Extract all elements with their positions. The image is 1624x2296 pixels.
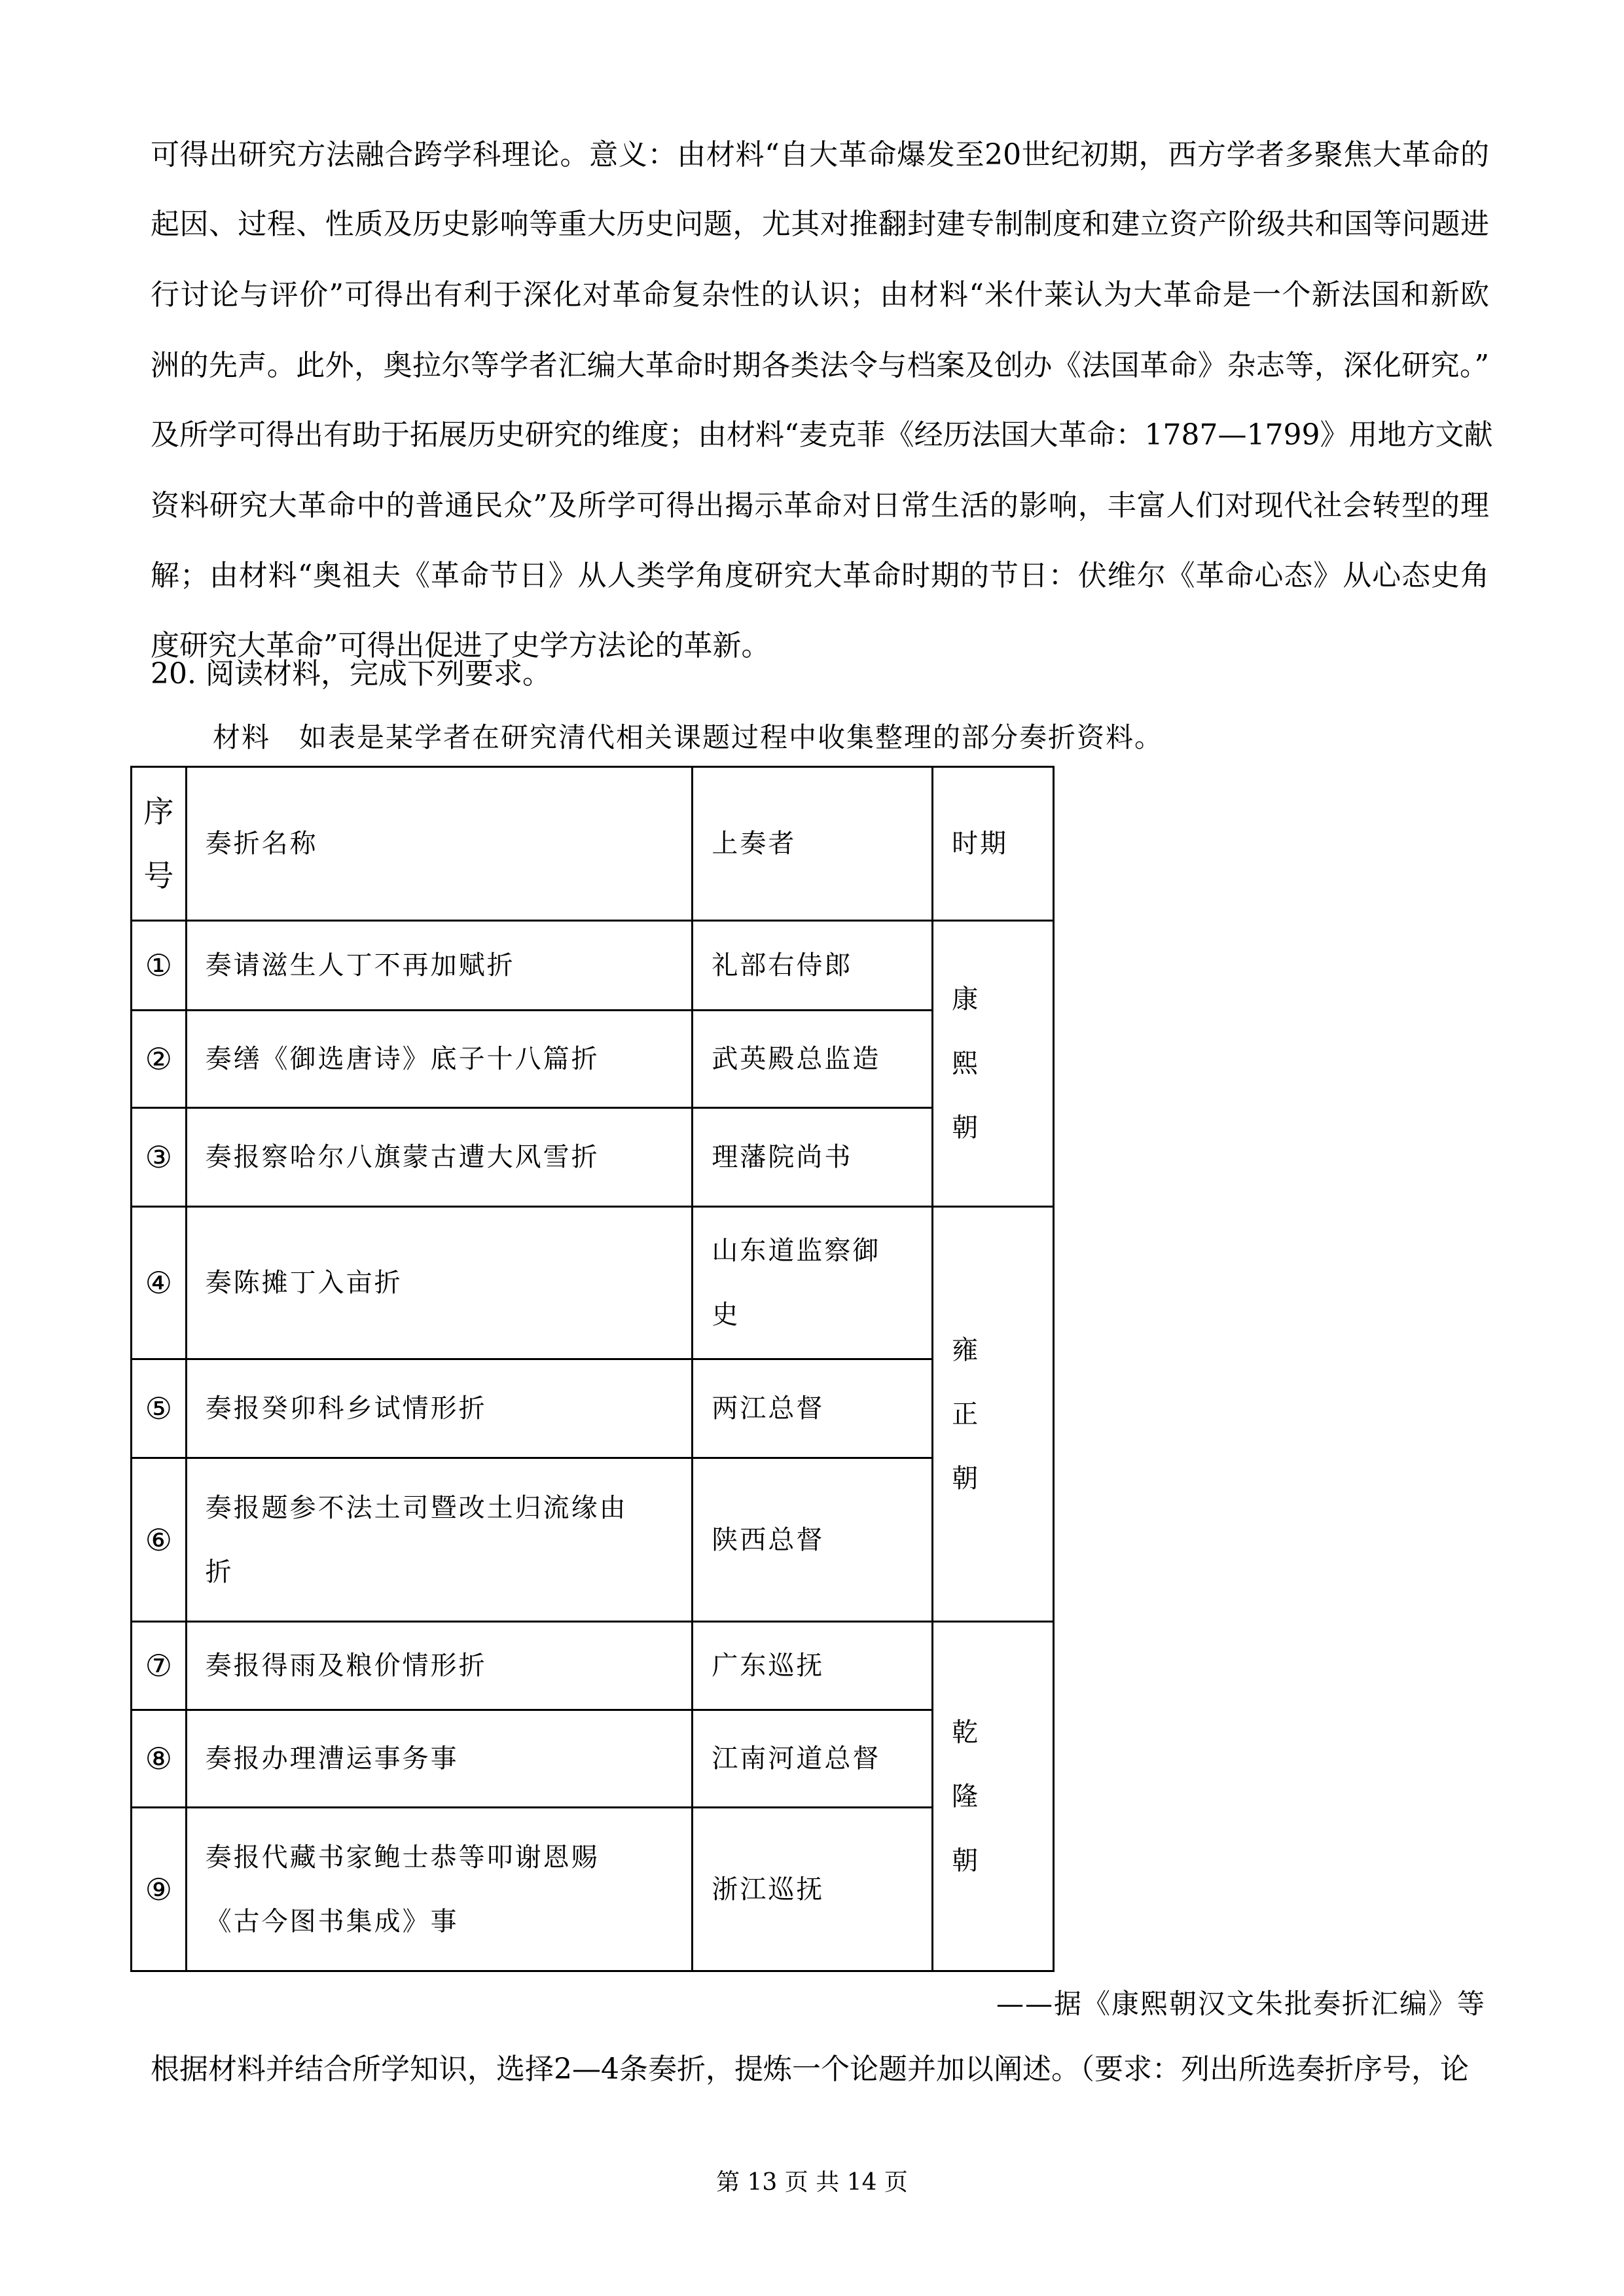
row-name-text: 奏报代藏书家鲍士恭等叩谢恩赐《古今图书集成》事 [205, 1842, 600, 1937]
row-no: ④ [132, 1207, 187, 1359]
table-row [132, 1808, 1054, 1971]
row-author-text: 山东道监察御史 [712, 1236, 881, 1330]
row-no: ⑨ [132, 1808, 187, 1971]
period-cell [933, 1207, 1054, 1622]
period-kangxi: 康熙朝 [952, 984, 981, 1143]
table-row [132, 1710, 1054, 1808]
page-footer: 第 13 页 共 14 页 [716, 2169, 908, 2196]
row-author: 两江总督 [693, 1359, 933, 1458]
source-citation: ——据《康熙朝汉文朱批奏折汇编》等 [996, 1988, 1486, 2020]
table-row [132, 1458, 1054, 1622]
row-name: 奏报得雨及粮价情形折 [186, 1622, 693, 1710]
row-name: 奏缮《御选唐诗》底子十八篇折 [186, 1011, 693, 1108]
header-no [132, 767, 187, 921]
row-name: 奏请滋生人丁不再加赋折 [186, 921, 693, 1011]
paragraph-line: 起因、过程、性质及历史影响等重大历史问题，尤其对推翻封建专制制度和建立资产阶级共和国等问题进 [151, 207, 1489, 241]
row-author: 礼部右侍郎 [693, 921, 933, 1011]
row-no: ⑥ [132, 1458, 187, 1622]
row-author: 理藩院尚书 [693, 1108, 933, 1207]
period-cell [933, 1622, 1054, 1971]
table-row [132, 1207, 1054, 1359]
row-author: 广东巡抚 [693, 1622, 933, 1710]
paragraph-line: 解；由材料“奥祖夫《革命节日》从人类学角度研究大革命时期的节日：伏维尔《革命心态》从心态史角 [151, 559, 1489, 592]
header-author: 上奏者 [693, 767, 933, 921]
table-row [132, 1359, 1054, 1458]
header-period: 时期 [933, 767, 1054, 921]
paragraph-line: 资料研究大革命中的普通民众”及所学可得出揭示革命对日常生活的影响，丰富人们对现代社会转型的理 [151, 489, 1489, 522]
row-name: 奏报察哈尔八旗蒙古遭大风雪折 [186, 1108, 693, 1207]
table-row [132, 1622, 1054, 1710]
question-title: 20. 阅读材料，完成下列要求。 [151, 657, 551, 691]
table-row [132, 1011, 1054, 1108]
row-name: 奏报办理漕运事务事 [186, 1710, 693, 1808]
row-no: ⑤ [132, 1359, 187, 1458]
material-intro: 材料 如表是某学者在研究清代相关课题过程中收集整理的部分奏折资料。 [213, 721, 1164, 753]
row-author [693, 1207, 933, 1359]
memorial-table [130, 766, 1055, 1972]
instruction-text: 根据材料并结合所学知识，选择2—4条奏折，提炼一个论题并加以阐述。（要求：列出所选奏折序号，论 [151, 2053, 1469, 2086]
header-name: 奏折名称 [186, 767, 693, 921]
period-cell [933, 921, 1054, 1207]
paragraph-line: 行讨论与评价”可得出有利于深化对革命复杂性的认识；由材料“米什莱认为大革命是一个新法国和新欧 [151, 278, 1489, 312]
row-no: ② [132, 1011, 187, 1108]
paragraph-line: 及所学可得出有助于拓展历史研究的维度；由材料“麦克菲《经历法国大革命：1787—1799》用地方文献 [151, 418, 1493, 452]
row-no: ⑧ [132, 1710, 187, 1808]
table-row [132, 1108, 1054, 1207]
table-header-row [132, 767, 1054, 921]
period-yongzheng: 雍正朝 [952, 1335, 981, 1494]
row-no: ⑦ [132, 1622, 187, 1710]
row-name: 奏陈摊丁入亩折 [186, 1207, 693, 1359]
row-no: ① [132, 921, 187, 1011]
row-no: ③ [132, 1108, 187, 1207]
header-no-line2: 号 [143, 858, 174, 893]
table-row [132, 921, 1054, 1011]
paragraph-line: 度研究大革命”可得出促进了史学方法论的革新。 [151, 629, 770, 662]
period-qianlong: 乾隆朝 [952, 1717, 981, 1876]
row-name-text: 奏报题参不法土司暨改土归流缘由折 [205, 1492, 628, 1587]
paragraph-line: 洲的先声。此外，奥拉尔等学者汇编大革命时期各类法令与档案及创办《法国革命》杂志等，深化研究。” [151, 349, 1489, 382]
row-author: 陕西总督 [693, 1458, 933, 1622]
row-author: 浙江巡抚 [693, 1808, 933, 1971]
row-author: 武英殿总监造 [693, 1011, 933, 1108]
row-name [186, 1808, 693, 1971]
paragraph-line: 可得出研究方法融合跨学科理论。意义：由材料“自大革命爆发至20世纪初期，西方学者多聚焦大革命的 [151, 138, 1489, 171]
header-no-line1: 序 [143, 794, 174, 829]
row-name [186, 1458, 693, 1622]
row-name: 奏报癸卯科乡试情形折 [186, 1359, 693, 1458]
row-author: 江南河道总督 [693, 1710, 933, 1808]
